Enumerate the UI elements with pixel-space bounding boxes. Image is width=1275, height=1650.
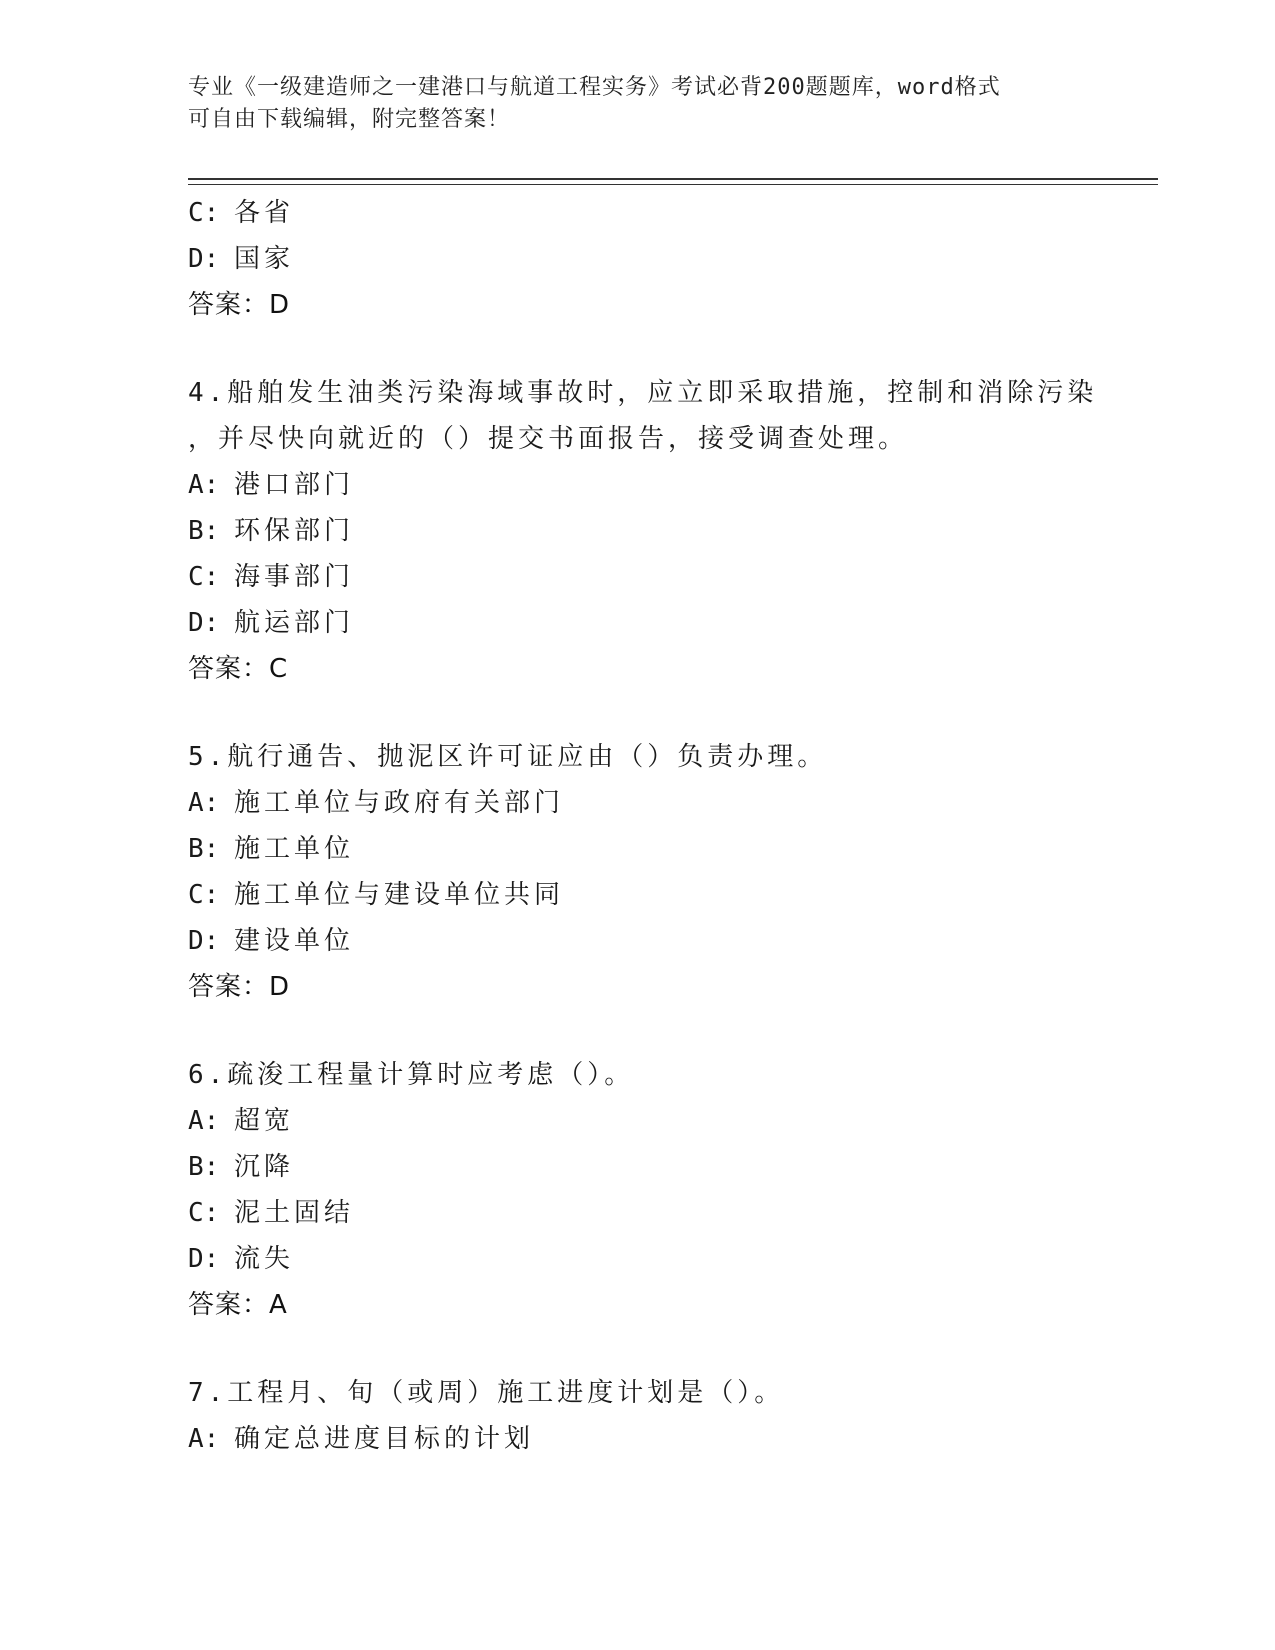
answer-line: 答案：D [188, 972, 291, 1002]
question-list [188, 190, 1148, 1462]
question-gap [188, 328, 1148, 370]
question-3-tail [188, 190, 1148, 328]
question-gap [188, 1010, 1148, 1052]
question-text-line-2: ，并尽快向就近的（）提交书面报告，接受调查处理。 [188, 424, 909, 454]
question-7 [188, 1370, 1148, 1462]
option-d: D: 流失 [188, 1244, 295, 1274]
question-5 [188, 734, 1148, 1010]
answer-line: 答案：C [188, 654, 289, 684]
question-6 [188, 1052, 1148, 1328]
answer-line: 答案：D [188, 290, 291, 320]
question-text-line-1: 7.工程月、旬（或周）施工进度计划是（）。 [188, 1378, 785, 1408]
option-d: D: 航运部门 [188, 608, 355, 638]
option-d: D: 国家 [188, 244, 295, 274]
answer-line: 答案：A [188, 1290, 288, 1320]
header-divider-thick [188, 178, 1158, 180]
question-gap [188, 1328, 1148, 1370]
option-c: C: 海事部门 [188, 562, 355, 592]
option-a: A: 港口部门 [188, 470, 355, 500]
question-text-line-1: 5.航行通告、抛泥区许可证应由（）负责办理。 [188, 742, 828, 772]
question-gap [188, 692, 1148, 734]
option-c: C: 泥土固结 [188, 1198, 355, 1228]
option-d: D: 建设单位 [188, 926, 355, 956]
header-divider-thin [188, 184, 1158, 185]
document-header [188, 72, 1068, 136]
question-text-line-1: 4.船舶发生油类污染海域事故时，应立即采取措施，控制和消除污染 [188, 378, 1098, 408]
option-b: B: 施工单位 [188, 834, 355, 864]
option-a: A: 确定总进度目标的计划 [188, 1424, 535, 1454]
option-c: C: 各省 [188, 198, 295, 228]
option-b: B: 环保部门 [188, 516, 355, 546]
question-4 [188, 370, 1148, 692]
header-line-1: 专业《一级建造师之一建港口与航道工程实务》考试必背200题题库，word格式 [188, 75, 1001, 100]
option-a: A: 施工单位与政府有关部门 [188, 788, 565, 818]
option-c: C: 施工单位与建设单位共同 [188, 880, 565, 910]
option-a: A: 超宽 [188, 1106, 295, 1136]
header-line-2: 可自由下载编辑，附完整答案！ [188, 107, 511, 132]
question-text-line-1: 6.疏浚工程量计算时应考虑（）。 [188, 1060, 635, 1090]
option-b: B: 沉降 [188, 1152, 295, 1182]
